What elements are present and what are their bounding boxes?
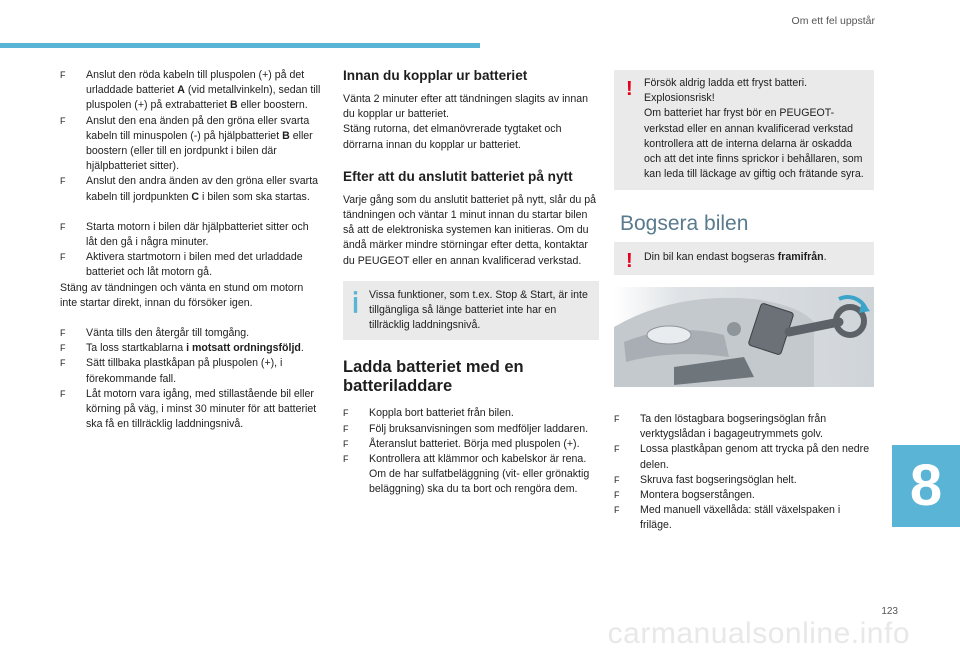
bullet-glyph: F xyxy=(60,358,66,369)
heading-before-disconnect: Innan du kopplar ur batteriet xyxy=(343,68,528,83)
heading-battery-charger: Ladda batteriet med en batteriladdare xyxy=(343,358,524,396)
page-number: 123 xyxy=(881,606,898,617)
paragraph: Stäng rutorna, det elmanövrerade tygtaket och dörrarna innan du kopplar ur batteriet. xyxy=(343,123,562,151)
bullet-glyph: F xyxy=(60,221,66,232)
bullet-glyph: F xyxy=(60,70,66,80)
bullet-glyph: F xyxy=(60,328,66,339)
bullet-glyph: F xyxy=(60,252,66,263)
bullet-glyph: F xyxy=(343,408,349,419)
bullet-group-2 xyxy=(60,220,322,281)
list-item: F Anslut den andra änden av den gröna eller svarta kabeln till jordpunkten C i bilen som ska startas. xyxy=(60,175,319,203)
info-icon xyxy=(353,289,358,315)
bullet-glyph: F xyxy=(614,474,620,485)
list-item: F Montera bogserstången. xyxy=(614,488,874,503)
bullet-group-3 xyxy=(60,326,322,432)
bullet-glyph: F xyxy=(614,490,620,501)
paragraph: Varje gång som du anslutit batteriet på nytt, slår du på tändningen och väntar 1 minut innan du startar bilen så att de elektroniska systemen kan initieras. Om du ändå märker mindre störningar efter detta, kontaktar du PEUGEOT eller en annan kvalificerad verkstad. xyxy=(343,193,597,267)
bullet-glyph: F xyxy=(343,438,349,449)
chapter-tab: 8 xyxy=(892,445,960,527)
towing-eye-illustration xyxy=(614,287,874,387)
top-accent-bar xyxy=(0,43,480,48)
list-item: F Ta loss startkablarna i motsatt ordningsföljd. xyxy=(60,341,322,356)
list-item: F Kontrollera att klämmor och kabelskor är rena. Om de har sulfatbeläggning (vit- eller grönaktig beläggning) ska du ta bort och rengöra dem. xyxy=(343,453,590,496)
bullet-glyph: F xyxy=(60,343,66,354)
column-3 xyxy=(614,70,874,534)
list-item: F Vänta tills den återgår till tomgång. xyxy=(60,326,322,341)
warning-box-frozen-battery: ! Försök aldrig ladda ett fryst batteri. Explosionsrisk! Om batteriet har fryst bör en PEUGEOT-verkstad eller en annan kvalificerad verkstad kontrollera att de interna delarna är oskadda och att det inte finns sprickor i behållaren, som kan leda till läckage av giftig och frätande syra. xyxy=(614,70,874,190)
list-item: F Skruva fast bogseringsöglan helt. xyxy=(614,473,874,488)
list-item: F Anslut den ena änden på den gröna eller svarta kabeln till minuspolen (-) på hjälpbatteriet B eller boostern (eller till en jordpunkt i bilen där hjälpbatteriet sitter). xyxy=(60,114,313,173)
heading-after-reconnect: Efter att du anslutit batteriet på nytt xyxy=(343,168,573,184)
list-item: F Med manuell växellåda: ställ växelspaken i friläge. xyxy=(614,504,841,532)
list-item: F Följ bruksanvisningen som medföljer laddaren. xyxy=(343,422,599,437)
bullet-glyph: F xyxy=(614,444,620,455)
retry-paragraph: Stäng av tändningen och vänta en stund om motorn inte startar direkt, innan du försöker igen. xyxy=(60,281,304,309)
section-title: Om ett fel uppstår xyxy=(791,15,875,27)
heading-towing: Bogsera bilen xyxy=(620,212,749,236)
bullet-glyph: F xyxy=(60,115,66,126)
bullet-glyph: F xyxy=(60,388,66,399)
info-box: Vissa funktioner, som t.ex. Stop & Start, är inte tillgängliga så länge batteriet inte har en tillräcklig laddningsnivå. xyxy=(343,281,599,341)
warning-icon: ! xyxy=(626,78,633,100)
column-2 xyxy=(343,68,599,498)
list-item: F Sätt tillbaka plastkåpan på pluspolen (+), i förekommande fall. xyxy=(60,357,283,385)
list-item: F Aktivera startmotorn i bilen med det urladdade batteriet och låt motorn gå. xyxy=(60,251,303,279)
list-item: F Ta den löstagbara bogseringsöglan från verktygslådan i bagageutrymmets golv. xyxy=(614,413,827,441)
bullet-glyph: F xyxy=(614,414,620,425)
list-item: F Låt motorn vara igång, med stillastående bil eller körning på väg, i minst 30 minuter för att batteriet ska få en tillräcklig laddningsnivå. xyxy=(60,387,317,431)
bullet-group-1 xyxy=(60,68,322,205)
list-item: F Återanslut batteriet. Börja med pluspolen (+). xyxy=(343,437,599,452)
list-item: F Lossa plastkåpan genom att trycka på den nedre delen. xyxy=(614,443,870,471)
warning-icon: ! xyxy=(626,249,633,272)
watermark: carmanualsonline.info xyxy=(607,617,910,650)
paragraph: Vänta 2 minuter efter att tändningen slagits av innan du kopplar ur batteriet. xyxy=(343,93,588,121)
column-1 xyxy=(60,68,322,432)
list-item: F Starta motorn i bilen där hjälpbatteriet sitter och låt den gå i några minuter. xyxy=(60,220,309,249)
bullet-glyph: F xyxy=(343,454,349,465)
list-item: F Anslut den röda kabeln till pluspolen (+) på det urladdade batteriet A (vid metallvinkeln), sedan till pluspolen (+) på extrabatteriet B eller boostern. xyxy=(60,69,321,112)
bullet-glyph: F xyxy=(343,423,349,434)
bullet-glyph: F xyxy=(614,505,620,516)
warning-box-towing: ! Din bil kan endast bogseras framifrån. xyxy=(614,242,874,275)
bullet-glyph: F xyxy=(60,176,66,187)
list-item: F Koppla bort batteriet från bilen. xyxy=(343,406,599,421)
